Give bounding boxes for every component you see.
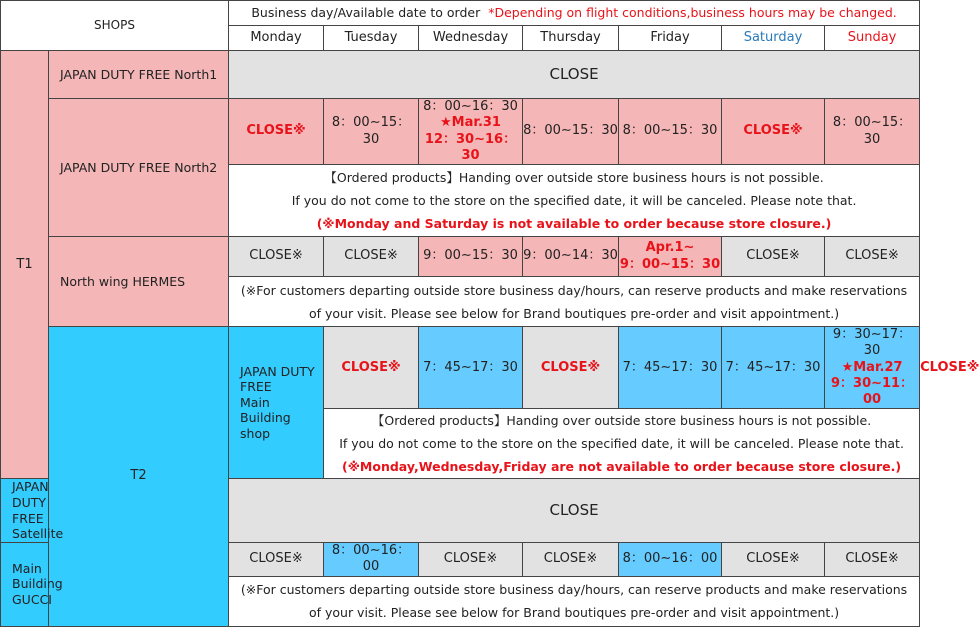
gucci-friday: 8：00∼16：00 — [619, 542, 722, 576]
shop-schedule-table: SHOPS Business day/Available date to order *Depending on flight conditions,business hours may be changed. Monday Tuesday Wednesday Thursday Friday Saturday Sunday T1 JAPAN DUTY FREE North1 CLOSE JAPAN DUTY FREE North2 CLOSE※ 8：00∼15：30 8：00∼16：30 ★Mar.31 12：30∼16：30 8：00∼15：30 8：00∼15：30 CLOSE※ 8：00∼15：30 【Ordered products】Handing over outside store business hours is not possible. If you do not come to the store on the specified date, it will be canceled. Please note that. (※Monday and Saturday is not available to order because store closure.) North wing HERMES CLOSE※ CLOSE※ 9：00∼15：30 9：00∼14：30 Apr.1∼ 9：00∼15：30 CLOSE※ CLOSE※ (※For customers departing outside store business day/hours, can reserve products and make reservations of your visit. Please see below for Brand boutiques pre-order and visit appointment.) T2 JAPAN DUTY FREE Main Building shop CLOSE※ 7：45∼17：30 CLOSE※ 7：45∼17：30 7：45∼17：30 9：30∼17：30 ★Mar.27 9：30∼11：00 CLOSE※ 【Ordered products】Handing over outside store business hours is not possible. If you do not come to the store on the specified date, it will be canceled. Please note that. (※Monday,Wednesday,Friday are not available to order because store closure.) JAPAN DUTY FREE Satellite CLOSE Main Building GUCCI CLOSE※ 8：00∼16：00 CLOSE※ CLOSE※ 8：00∼16：00 CLOSE※ CLOSE※ (※For customers departing outside store business day/hours, can reserve products and make reservations of your visit. Please see below for Brand boutiques pre-order and visit appointment.) — [0, 0, 920, 627]
shop-name-gucci: Main Building GUCCI — [1, 542, 49, 626]
main-building-saturday-note-date: ★Mar.27 — [841, 359, 903, 375]
north2-wednesday-hours: 8：00∼16：30 — [423, 99, 518, 114]
north2-sunday: 8：00∼15：30 — [825, 99, 920, 165]
day-thursday: Thursday — [523, 26, 619, 51]
gucci-thursday: CLOSE※ — [523, 542, 619, 576]
north2-notes — [229, 165, 920, 237]
hermes-friday-date: Apr.1∼ — [645, 240, 695, 256]
main-building-monday: CLOSE※ — [324, 327, 419, 409]
hermes-sunday: CLOSE※ — [825, 237, 920, 277]
terminal-t1-label: T1 — [1, 51, 49, 479]
hermes-notes — [229, 277, 920, 327]
business-day-note: *Depending on flight conditions,business hours may be changed. — [488, 5, 897, 21]
main-building-name-line2: Main Building shop — [240, 394, 291, 442]
gucci-sunday: CLOSE※ — [825, 542, 920, 576]
north1-close: CLOSE — [229, 51, 920, 99]
gucci-note-2: of your visit. Please see below for Brand boutiques pre-order and visit appointment.) — [308, 605, 840, 621]
hermes-tuesday: CLOSE※ — [324, 237, 419, 277]
main-building-tuesday: 7：45∼17：30 — [419, 327, 523, 409]
north2-thursday: 8：00∼15：30 — [523, 99, 619, 165]
shop-name-main-building — [229, 327, 324, 479]
north2-tuesday: 8：00∼15：30 — [324, 99, 419, 165]
north2-note-3: (※Monday and Saturday is not available to order because store closure.) — [316, 216, 832, 231]
main-building-note-2: If you do not come to the store on the specified date, it will be canceled. Please note that. — [339, 436, 904, 452]
hermes-friday — [619, 237, 722, 277]
terminal-t2-label: T2 — [49, 327, 229, 627]
satellite-close: CLOSE — [229, 479, 920, 543]
main-building-thursday: 7：45∼17：30 — [619, 327, 722, 409]
business-day-header — [229, 1, 920, 26]
hermes-friday-hours: 9：00∼15：30 — [619, 256, 721, 272]
main-building-notes — [324, 409, 920, 479]
hermes-thursday: 9：00∼14：30 — [523, 237, 619, 277]
north2-wednesday — [419, 99, 523, 165]
north2-friday: 8：00∼15：30 — [619, 99, 722, 165]
shop-name-satellite: JAPAN DUTY FREE Satellite — [1, 479, 49, 543]
north2-monday: CLOSE※ — [229, 99, 324, 165]
main-building-name-line1: JAPAN DUTY FREE — [240, 363, 315, 395]
main-building-wednesday: CLOSE※ — [523, 327, 619, 409]
shops-header: SHOPS — [1, 1, 229, 51]
shop-name-north1: JAPAN DUTY FREE North1 — [49, 51, 229, 99]
gucci-note-1: (※For customers departing outside store business day/hours, can reserve products and make reservations — [240, 582, 908, 598]
main-building-note-1: 【Ordered products】Handing over outside store business hours is not possible. — [371, 413, 872, 429]
north2-note-1: 【Ordered products】Handing over outside store business hours is not possible. — [324, 170, 824, 185]
main-building-friday: 7：45∼17：30 — [722, 327, 825, 409]
day-friday: Friday — [619, 26, 722, 51]
business-day-label: Business day/Available date to order — [251, 5, 481, 21]
day-saturday: Saturday — [722, 26, 825, 51]
gucci-notes — [229, 576, 920, 626]
main-building-saturday — [825, 327, 920, 409]
north2-wednesday-note-date: ★Mar.31 — [440, 115, 501, 131]
day-wednesday: Wednesday — [419, 26, 523, 51]
gucci-tuesday: 8：00∼16：00 — [324, 542, 419, 576]
hermes-note-1: (※For customers departing outside store business day/hours, can reserve products and make reservations — [240, 282, 908, 298]
north2-note-2: If you do not come to the store on the specified date, it will be canceled. Please note that. — [291, 193, 857, 208]
day-monday: Monday — [229, 26, 324, 51]
main-building-saturday-note-hours: 9：30∼11：00 — [830, 375, 914, 407]
main-building-saturday-hours: 9：30∼17：30 — [832, 327, 912, 359]
day-tuesday: Tuesday — [324, 26, 419, 51]
hermes-wednesday: 9：00∼15：30 — [419, 237, 523, 277]
hermes-saturday: CLOSE※ — [722, 237, 825, 277]
hermes-monday: CLOSE※ — [229, 237, 324, 277]
shop-name-hermes: North wing HERMES — [49, 237, 229, 327]
day-sunday: Sunday — [825, 26, 920, 51]
north2-saturday: CLOSE※ — [722, 99, 825, 165]
gucci-monday: CLOSE※ — [229, 542, 324, 576]
gucci-wednesday: CLOSE※ — [419, 542, 523, 576]
gucci-saturday: CLOSE※ — [722, 542, 825, 576]
main-building-note-3: (※Monday,Wednesday,Friday are not available to order because store closure.) — [342, 459, 902, 475]
north2-wednesday-note-hours: 12：30∼16：30 — [424, 131, 517, 163]
hermes-note-2: of your visit. Please see below for Brand boutiques pre-order and visit appointment.) — [308, 305, 840, 321]
shop-name-north2: JAPAN DUTY FREE North2 — [49, 99, 229, 237]
